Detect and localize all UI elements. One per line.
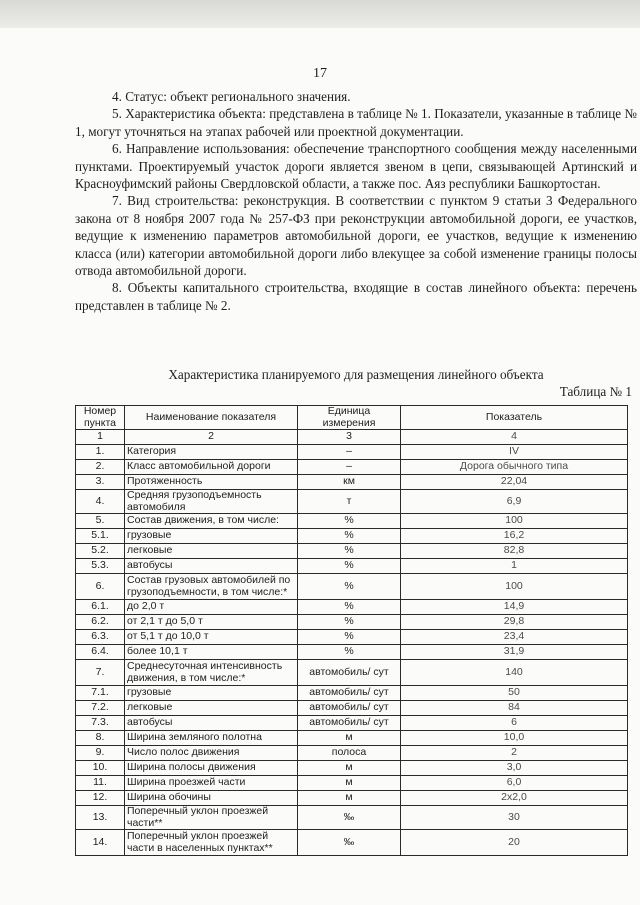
cell-indicator: Ширина проезжей части (125, 776, 298, 791)
cell-indicator: Ширина земляного полотна (125, 731, 298, 746)
table-row (76, 716, 628, 731)
table-row (76, 791, 628, 806)
cell-unit: автомобиль/ сут (298, 716, 401, 731)
cell-value: 50 (401, 686, 628, 701)
cell-unit: автомобиль/ сут (298, 686, 401, 701)
cell-number: 6. (76, 574, 125, 600)
cell-value: 30 (401, 806, 628, 830)
cell-unit: % (298, 574, 401, 600)
cell-value: 23,4 (401, 630, 628, 645)
table-row (76, 514, 628, 529)
cell-number: 5.3. (76, 559, 125, 574)
table-row (76, 701, 628, 716)
table-row (76, 475, 628, 490)
paragraph-status: 4. Статус: объект регионального значения. (112, 89, 351, 104)
cell-number: 11. (76, 776, 125, 791)
table-row (76, 559, 628, 574)
cell-number: 7.3. (76, 716, 125, 731)
header-number: Номер пункта (76, 406, 125, 430)
cell-number: 7.2. (76, 701, 125, 716)
header-unit: Единица измерения (298, 406, 401, 430)
scan-top-band (0, 0, 640, 28)
cell-value: 100 (401, 514, 628, 529)
cell-number: 13. (76, 806, 125, 830)
cell-indicator: грузовые (125, 686, 298, 701)
cell-unit: ‰ (298, 806, 401, 830)
body-text (75, 88, 637, 314)
cell-number: 3. (76, 475, 125, 490)
cell-number: 2. (76, 460, 125, 475)
table-row (76, 660, 628, 686)
table-row (76, 544, 628, 559)
table-row (76, 830, 628, 856)
table-caption: Характеристика планируемого для размещения линейного объекта (168, 367, 544, 382)
cell-unit: ‰ (298, 830, 401, 856)
cell-value: 1 (401, 559, 628, 574)
cell-indicator: легковые (125, 701, 298, 716)
table-row (76, 806, 628, 830)
cell-unit: автомобиль/ сут (298, 660, 401, 686)
cell-number: 6.3. (76, 630, 125, 645)
cell-unit: полоса (298, 746, 401, 761)
cell-indicator: автобусы (125, 716, 298, 731)
table-row (76, 776, 628, 791)
cell-unit: – (298, 460, 401, 475)
cell-value: 22,04 (401, 475, 628, 490)
cell-number: 8. (76, 731, 125, 746)
cell-indicator: Число полос движения (125, 746, 298, 761)
cell-unit: % (298, 630, 401, 645)
cell-number: 6.4. (76, 645, 125, 660)
cell-unit: % (298, 529, 401, 544)
cell-value: 6 (401, 716, 628, 731)
cell-indicator: Поперечный уклон проезжей части в населенных пунктах** (125, 830, 298, 856)
table-row (76, 460, 628, 475)
table-row (76, 600, 628, 615)
cell-number: 1 (76, 430, 125, 445)
cell-indicator: от 2,1 т до 5,0 т (125, 615, 298, 630)
table-row (76, 430, 628, 445)
cell-unit: % (298, 544, 401, 559)
cell-indicator: Поперечный уклон проезжей части** (125, 806, 298, 830)
cell-number: 14. (76, 830, 125, 856)
cell-unit: автомобиль/ сут (298, 701, 401, 716)
table-row (76, 445, 628, 460)
header-value: Показатель (401, 406, 628, 430)
table-row (76, 615, 628, 630)
cell-indicator: легковые (125, 544, 298, 559)
cell-unit: м (298, 731, 401, 746)
cell-value: 2х2,0 (401, 791, 628, 806)
cell-indicator: Состав движения, в том числе: (125, 514, 298, 529)
cell-unit: м (298, 761, 401, 776)
cell-value: 140 (401, 660, 628, 686)
paragraph-usage: 6. Направление использования: обеспечение транспортного сообщения между населенными пунктами. Проектируемый участок дороги является звеном в цепи, связывающей Артинский и Красноуфимский районы Свердловской области, а также пос. Аяз республики Башкортостан. (75, 141, 637, 192)
cell-unit: % (298, 615, 401, 630)
cell-indicator: более 10,1 т (125, 645, 298, 660)
paragraph-characteristics: 5. Характеристика объекта: представлена в таблице № 1. Показатели, указанные в таблице № 1, могут уточняться на этапах рабочей или проектной документации. (75, 106, 637, 139)
cell-value: 14,9 (401, 600, 628, 615)
cell-number: 12. (76, 791, 125, 806)
cell-value: 100 (401, 574, 628, 600)
cell-indicator: Протяженность (125, 475, 298, 490)
cell-value: 29,8 (401, 615, 628, 630)
table-row (76, 490, 628, 514)
cell-number: 1. (76, 445, 125, 460)
cell-value: 6,0 (401, 776, 628, 791)
table-label: Таблица № 1 (559, 384, 632, 399)
cell-number: 10. (76, 761, 125, 776)
cell-number: 6.2. (76, 615, 125, 630)
cell-indicator: Ширина обочины (125, 791, 298, 806)
table-row (76, 761, 628, 776)
cell-unit: м (298, 776, 401, 791)
cell-value: 31,9 (401, 645, 628, 660)
cell-indicator: автобусы (125, 559, 298, 574)
cell-unit: км (298, 475, 401, 490)
cell-indicator: Категория (125, 445, 298, 460)
cell-value: 3,0 (401, 761, 628, 776)
cell-number: 5.2. (76, 544, 125, 559)
cell-number: 9. (76, 746, 125, 761)
cell-unit: – (298, 445, 401, 460)
cell-unit: м (298, 791, 401, 806)
table-row (76, 574, 628, 600)
table-header-row (76, 406, 628, 430)
cell-unit: % (298, 645, 401, 660)
cell-unit: 3 (298, 430, 401, 445)
cell-indicator: Класс автомобильной дороги (125, 460, 298, 475)
cell-indicator: Ширина полосы движения (125, 761, 298, 776)
cell-number: 7.1. (76, 686, 125, 701)
cell-unit: т (298, 490, 401, 514)
table-row (76, 630, 628, 645)
cell-indicator: до 2,0 т (125, 600, 298, 615)
cell-value: 82,8 (401, 544, 628, 559)
page-number: 17 (313, 66, 327, 81)
characteristics-table (75, 405, 628, 856)
cell-number: 5.1. (76, 529, 125, 544)
cell-value: IV (401, 445, 628, 460)
table-row (76, 731, 628, 746)
table-row (76, 686, 628, 701)
table-row (76, 746, 628, 761)
cell-value: 6,9 (401, 490, 628, 514)
cell-indicator: Средняя грузоподъемность автомобиля (125, 490, 298, 514)
cell-unit: % (298, 600, 401, 615)
cell-unit: % (298, 559, 401, 574)
paragraph-construction-type: 7. Вид строительства: реконструкция. В соответствии с пунктом 9 статьи 3 Федерального закона от 8 ноября 2007 года № 257-ФЗ при реконструкции автомобильной дороги, ее участков, ведущие к изменению параметров автомобильной дороги, ее участков, ведущие к изменению класса (или) категории автомобильной дороги либо влекущее за собой изменение границы полосы отвода автомобильной дороги. (75, 193, 637, 279)
cell-number: 7. (76, 660, 125, 686)
table-row (76, 645, 628, 660)
cell-unit: % (298, 514, 401, 529)
cell-indicator: Среднесуточная интенсивность движения, в том числе:* (125, 660, 298, 686)
cell-number: 4. (76, 490, 125, 514)
cell-indicator: 2 (125, 430, 298, 445)
cell-indicator: грузовые (125, 529, 298, 544)
cell-value: 4 (401, 430, 628, 445)
table-row (76, 529, 628, 544)
cell-value: 16,2 (401, 529, 628, 544)
cell-value: 84 (401, 701, 628, 716)
paragraph-capital-objects: 8. Объекты капитального строительства, входящие в состав линейного объекта: перечень представлен в таблице № 2. (75, 280, 637, 313)
cell-value: Дорога обычного типа (401, 460, 628, 475)
cell-indicator: от 5,1 т до 10,0 т (125, 630, 298, 645)
cell-value: 20 (401, 830, 628, 856)
cell-number: 5. (76, 514, 125, 529)
cell-value: 2 (401, 746, 628, 761)
cell-number: 6.1. (76, 600, 125, 615)
header-indicator-name: Наименование показателя (125, 406, 298, 430)
cell-indicator: Состав грузовых автомобилей по грузоподъемности, в том числе:* (125, 574, 298, 600)
cell-value: 10,0 (401, 731, 628, 746)
